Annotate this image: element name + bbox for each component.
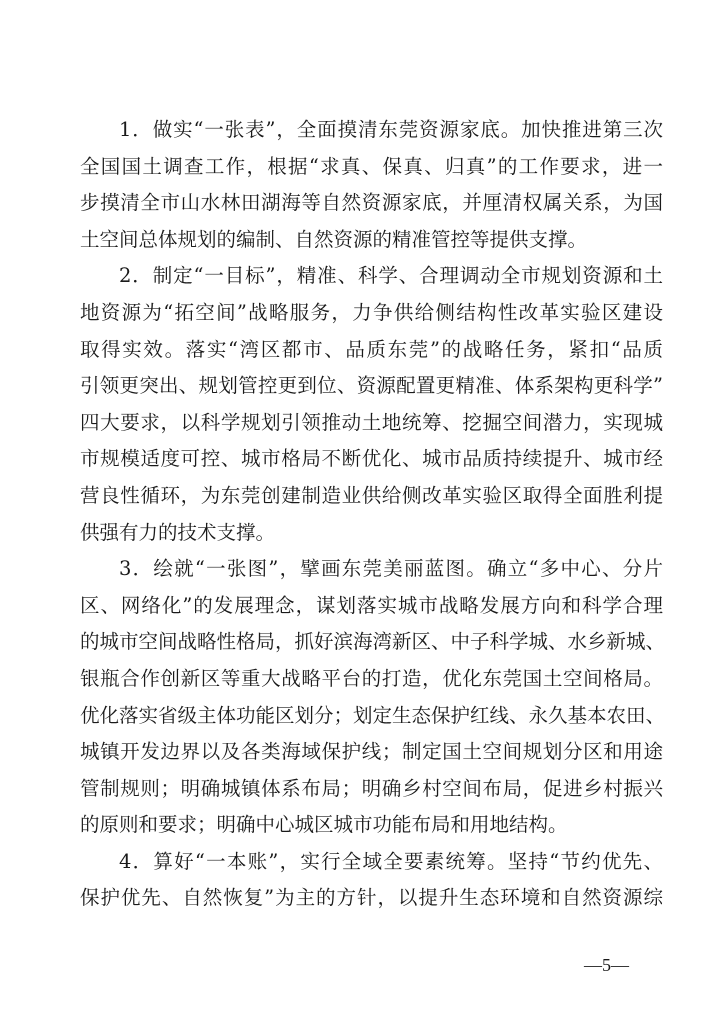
paragraph-2-line-1: 2．制定“一目标”，精准、科学、合理调动全市规划资源和土 [119, 264, 663, 288]
paragraph-2-line-6: 市规模适度可控、城市格局不断优化、城市品质持续提升、城市经 [80, 447, 663, 471]
paragraph-3-line-4: 银瓶合作创新区等重大战略平台的打造，优化东莞国土空间格局。 [80, 666, 663, 690]
paragraph-2-line-4: 引领更突出、规划管控更到位、资源配置更精准、体系架构更科学” [80, 374, 663, 398]
paragraph-2-line-8: 供强有力的技术支撑。 [80, 520, 276, 544]
paragraph-2-line-2: 地资源为“拓空间”战略服务，力争供给侧结构性改革实验区建设 [80, 300, 663, 324]
paragraph-3-line-8: 的原则和要求；明确中心城区城市功能布局和用地结构。 [80, 813, 568, 837]
page-number: —5— [584, 955, 629, 975]
paragraph-4-line-2: 保护优先、自然恢复”为主的方针，以提升生态环境和自然资源综 [80, 886, 663, 910]
paragraph-3-line-5: 优化落实省级主体功能区划分；划定生态保护红线、永久基本农田、 [80, 703, 666, 727]
paragraph-1-line-2: 全国国土调查工作，根据“求真、保真、归真”的工作要求，进一 [80, 154, 663, 178]
paragraph-3-line-3: 的城市空间战略性格局，抓好滨海湾新区、中子科学城、水乡新城、 [80, 630, 666, 654]
paragraph-3-line-2: 区、网络化”的发展理念，谋划落实城市战略发展方向和科学合理 [80, 593, 663, 617]
paragraph-2-line-3: 取得实效。落实“湾区都市、品质东莞”的战略任务，紧扣“品质 [80, 337, 663, 361]
paragraph-3-line-7: 管制规则；明确城镇体系布局；明确乡村空间布局，促进乡村振兴 [80, 776, 663, 800]
paragraph-1-line-4: 土空间总体规划的编制、自然资源的精准管控等提供支撑。 [80, 227, 588, 251]
paragraph-3-line-1: 3．绘就“一张图”，擘画东莞美丽蓝图。确立“多中心、分片 [119, 557, 663, 581]
paragraph-3-line-6: 城镇开发边界以及各类海域保护线；制定国土空间规划分区和用途 [80, 740, 663, 764]
paragraph-1-line-3: 步摸清全市山水林田湖海等自然资源家底，并厘清权属关系，为国 [80, 191, 663, 215]
paragraph-4-line-1: 4．算好“一本账”，实行全域全要素统筹。坚持“节约优先、 [119, 849, 663, 873]
paragraph-2-line-5: 四大要求，以科学规划引领推动土地统筹、挖掘空间潜力，实现城 [80, 410, 663, 434]
paragraph-2-line-7: 营良性循环，为东莞创建制造业供给侧改革实验区取得全面胜利提 [80, 483, 663, 507]
document-body [80, 112, 666, 917]
paragraph-1-line-1: 1．做实“一张表”，全面摸清东莞资源家底。加快推进第三次 [119, 118, 663, 141]
